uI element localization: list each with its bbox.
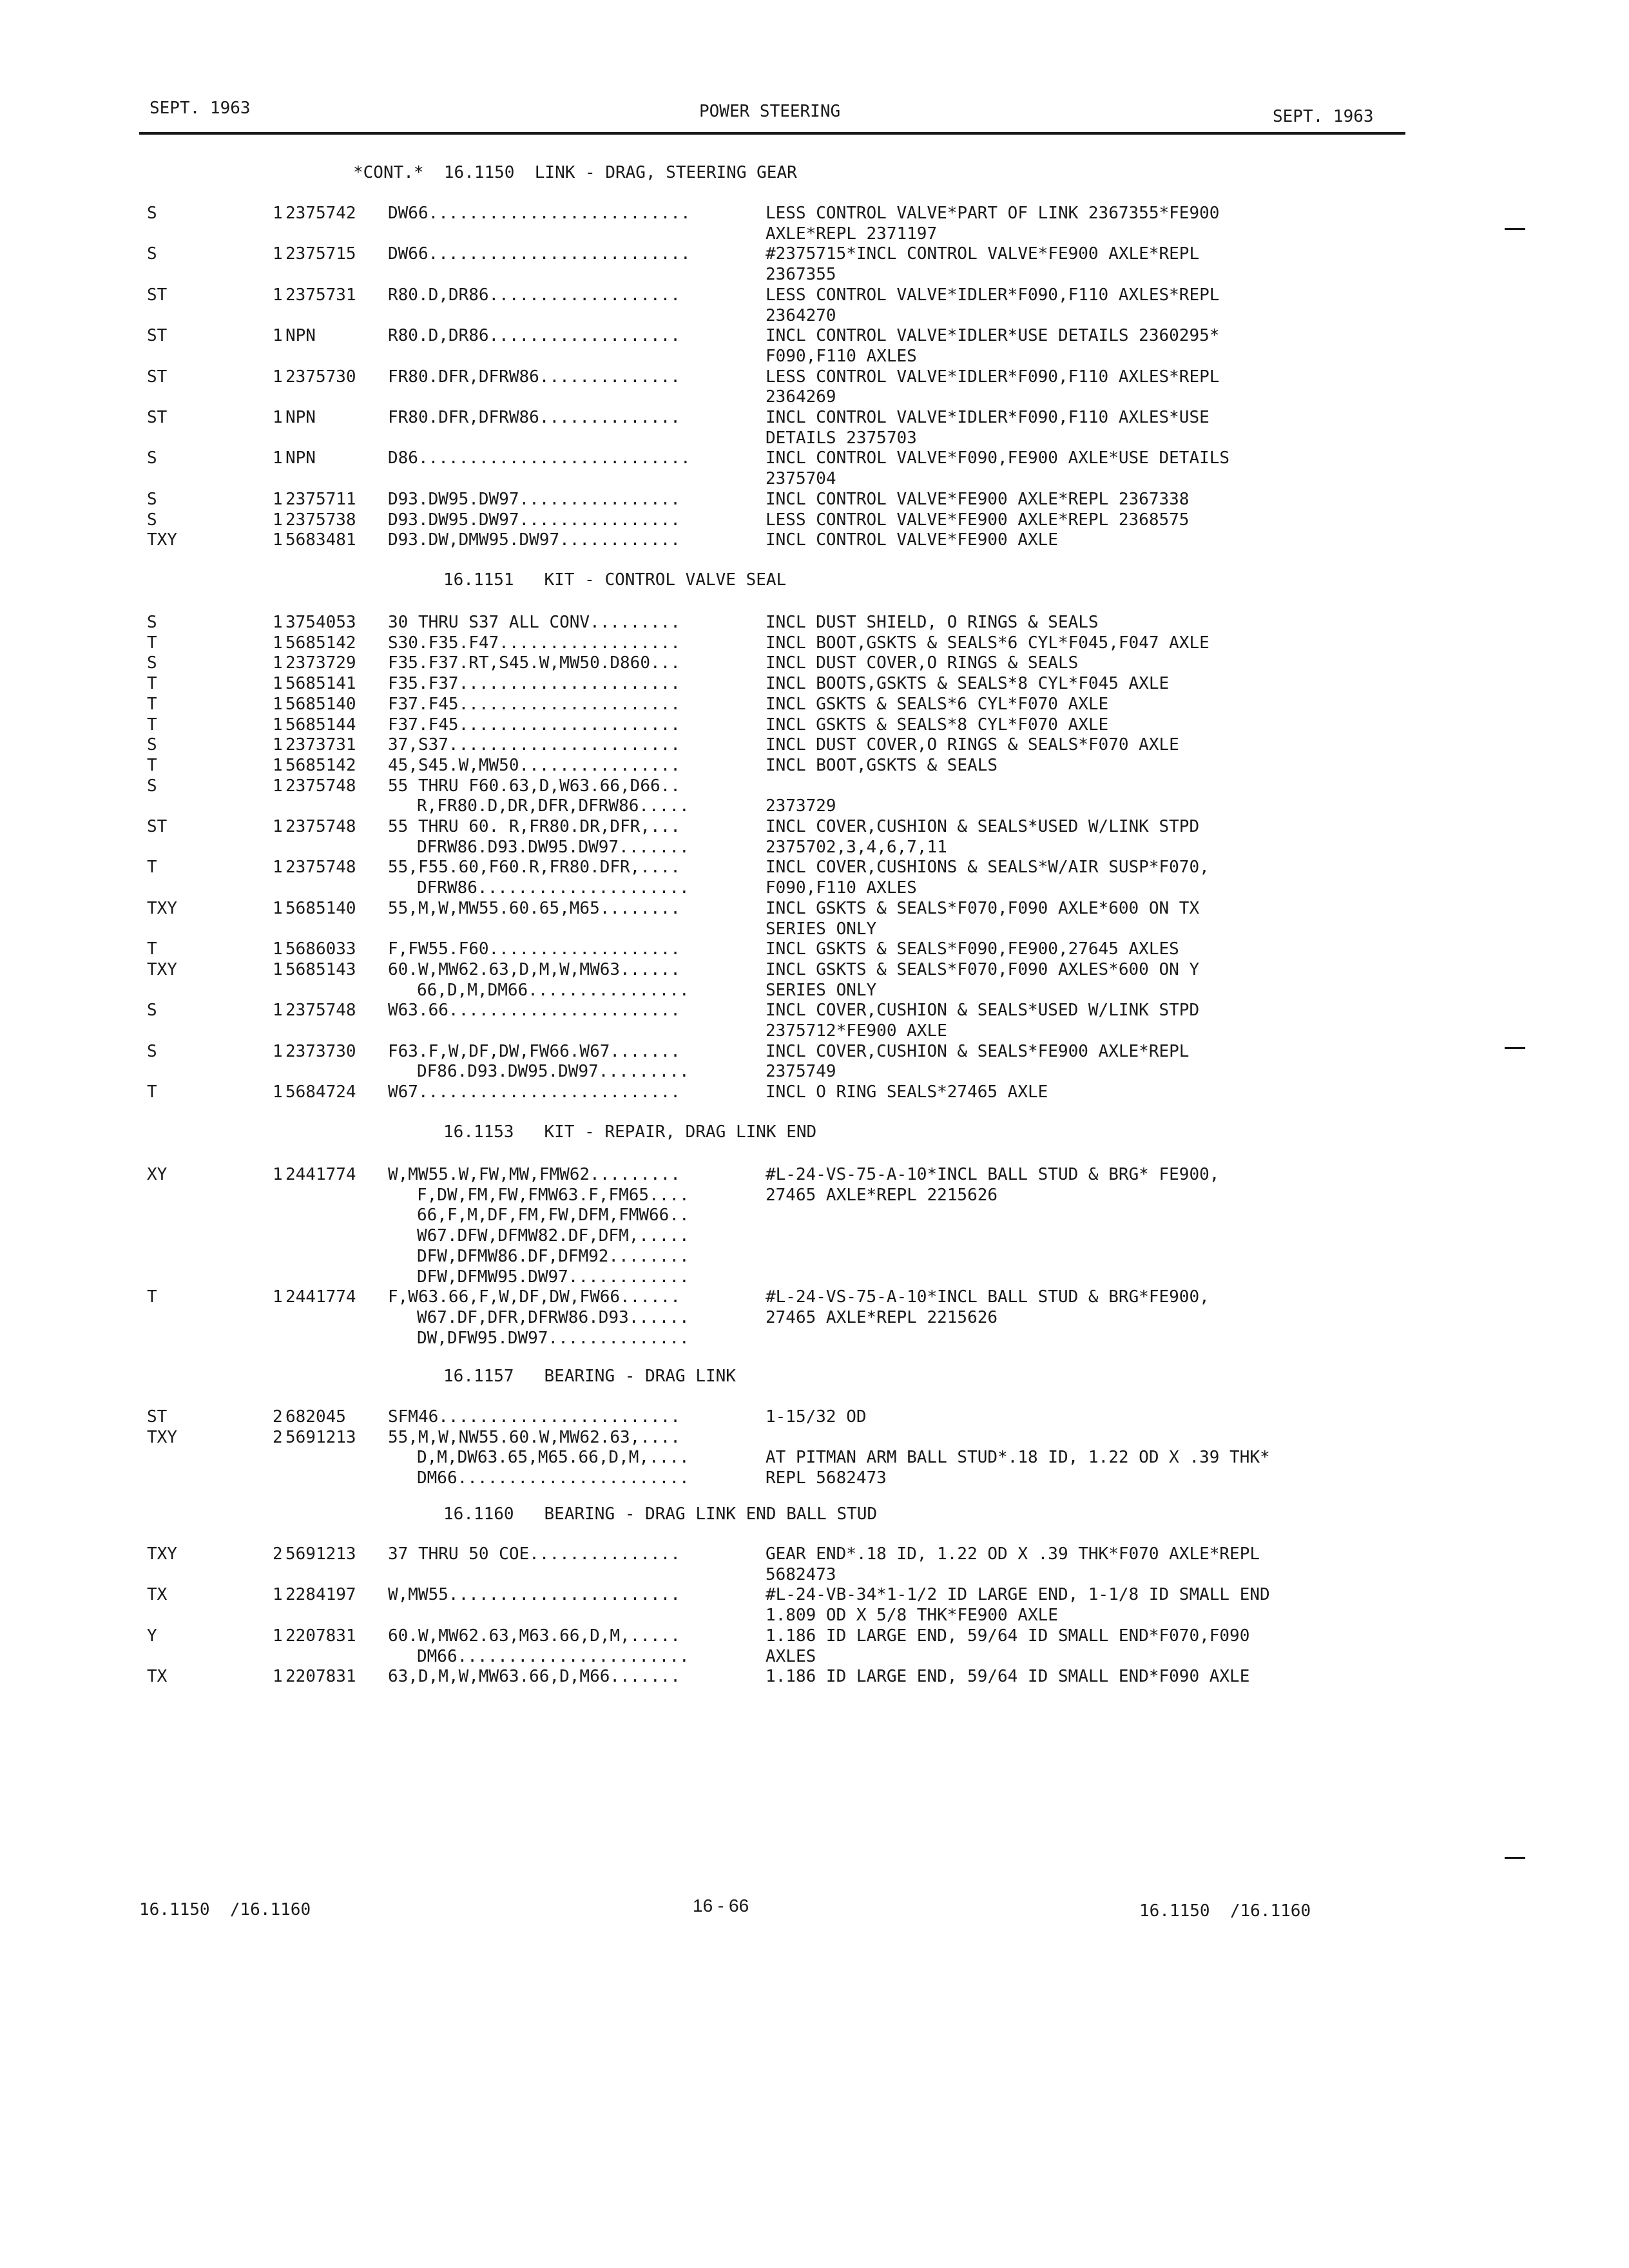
row-description: #2375715*INCL CONTROL VALVE*FE900 AXLE*REPL bbox=[766, 244, 1200, 264]
row-description: INCL CONTROL VALVE*FE900 AXLE bbox=[766, 530, 1058, 550]
row-quantity: 1 bbox=[273, 613, 283, 632]
row-quantity: 2 bbox=[273, 1544, 283, 1564]
row-model-applic: F63.F,W,DF,DW,FW66.W67....... bbox=[388, 1042, 680, 1061]
row-model-applic: 55,M,W,NW55.60.W,MW62.63,.... bbox=[388, 1428, 680, 1447]
row-model-applic: FR80.DFR,DFRW86.............. bbox=[388, 408, 680, 427]
row-model-applic: F,W63.66,F,W,DF,DW,FW66...... bbox=[388, 1287, 680, 1307]
row-description: F090,F110 AXLES bbox=[766, 878, 917, 898]
row-model-code: TXY bbox=[147, 1428, 177, 1447]
row-part-number: 5684724 bbox=[285, 1082, 356, 1102]
row-model-applic: 55,M,W,MW55.60.65,M65........ bbox=[388, 899, 680, 918]
row-model-applic: DM66....................... bbox=[417, 1468, 689, 1488]
row-quantity: 1 bbox=[273, 776, 283, 796]
row-model-applic: F,DW,FM,FW,FMW63.F,FM65.... bbox=[417, 1186, 689, 1205]
row-model-applic: D86........................... bbox=[388, 448, 691, 468]
row-description: INCL CONTROL VALVE*FE900 AXLE*REPL 2367338 bbox=[766, 490, 1190, 509]
row-part-number: 2375738 bbox=[285, 510, 356, 530]
row-part-number: 2373729 bbox=[285, 653, 356, 673]
row-part-number: 2375748 bbox=[285, 817, 356, 836]
row-part-number: 5685144 bbox=[285, 715, 356, 735]
row-part-number: 5685141 bbox=[285, 674, 356, 693]
row-description: AXLE*REPL 2371197 bbox=[766, 224, 938, 244]
row-description: INCL COVER,CUSHION & SEALS*USED W/LINK STPD bbox=[766, 1001, 1200, 1020]
row-model-code: TXY bbox=[147, 899, 177, 918]
row-model-applic: D93.DW,DMW95.DW97............ bbox=[388, 530, 680, 550]
row-model-code: S bbox=[147, 490, 157, 509]
row-model-applic: W,MW55....................... bbox=[388, 1585, 680, 1604]
row-model-applic: 37 THRU 50 COE............... bbox=[388, 1544, 680, 1564]
row-quantity: 1 bbox=[273, 1667, 283, 1686]
row-model-applic: F,FW55.F60................... bbox=[388, 939, 680, 959]
row-part-number: 2375731 bbox=[285, 285, 356, 305]
row-quantity: 2 bbox=[273, 1428, 283, 1447]
row-model-code: TXY bbox=[147, 960, 177, 979]
row-description: LESS CONTROL VALVE*IDLER*F090,F110 AXLES*REPL bbox=[766, 285, 1220, 305]
row-description: AT PITMAN ARM BALL STUD*.18 ID, 1.22 OD X .39 THK* bbox=[766, 1448, 1270, 1467]
row-quantity: 1 bbox=[273, 715, 283, 735]
row-part-number: NPN bbox=[285, 326, 316, 345]
row-model-code: ST bbox=[147, 817, 168, 836]
row-part-number: 2373730 bbox=[285, 1042, 356, 1061]
row-description: SERIES ONLY bbox=[766, 981, 877, 1000]
row-model-code: TX bbox=[147, 1667, 168, 1686]
row-model-code: ST bbox=[147, 408, 168, 427]
row-model-code: T bbox=[147, 633, 157, 653]
row-description: INCL GSKTS & SEALS*F070,F090 AXLE*600 ON TX bbox=[766, 899, 1200, 918]
row-part-number: 5685140 bbox=[285, 695, 356, 714]
row-description: INCL BOOT,GSKTS & SEALS*6 CYL*F045,F047 AXLE bbox=[766, 633, 1210, 653]
row-model-code: TXY bbox=[147, 530, 177, 550]
row-model-applic: 37,S37....................... bbox=[388, 735, 680, 754]
row-description: 5682473 bbox=[766, 1565, 836, 1584]
row-description: INCL GSKTS & SEALS*F090,FE900,27645 AXLES bbox=[766, 939, 1179, 959]
row-model-code: XY bbox=[147, 1165, 168, 1184]
margin-mark bbox=[1505, 228, 1525, 230]
row-quantity: 1 bbox=[273, 244, 283, 264]
row-description: #L-24-VS-75-A-10*INCL BALL STUD & BRG*FE900, bbox=[766, 1287, 1210, 1307]
row-model-applic: DW66.......................... bbox=[388, 204, 691, 223]
row-part-number: 5686033 bbox=[285, 939, 356, 959]
row-part-number: 5685142 bbox=[285, 633, 356, 653]
row-quantity: 1 bbox=[273, 858, 283, 877]
row-model-code: S bbox=[147, 510, 157, 530]
row-model-applic: R80.D,DR86................... bbox=[388, 326, 680, 345]
row-model-applic: F35.F37...................... bbox=[388, 674, 680, 693]
row-model-applic: 66,D,M,DM66................ bbox=[417, 981, 689, 1000]
row-model-code: T bbox=[147, 756, 157, 775]
row-model-code: ST bbox=[147, 1407, 168, 1427]
row-quantity: 1 bbox=[273, 490, 283, 509]
row-model-applic: F35.F37.RT,S45.W,MW50.D860... bbox=[388, 653, 680, 673]
row-part-number: 2375748 bbox=[285, 1001, 356, 1020]
row-part-number: 2375730 bbox=[285, 367, 356, 387]
row-model-applic: SFM46........................ bbox=[388, 1407, 680, 1427]
row-quantity: 2 bbox=[273, 1407, 283, 1427]
row-model-applic: R,FR80.D,DR,DFR,DFRW86..... bbox=[417, 796, 689, 816]
row-description: 2375749 bbox=[766, 1062, 836, 1081]
row-model-applic: W67.DFW,DFMW82.DF,DFM,..... bbox=[417, 1226, 689, 1245]
row-model-applic: 45,S45.W,MW50................ bbox=[388, 756, 680, 775]
section-heading: 16.1153 KIT - REPAIR, DRAG LINK END bbox=[443, 1122, 817, 1142]
row-model-applic: DFRW86.D93.DW95.DW97....... bbox=[417, 838, 689, 857]
row-quantity: 1 bbox=[273, 756, 283, 775]
row-model-applic: DW,DFW95.DW97.............. bbox=[417, 1329, 689, 1348]
row-part-number: 5685140 bbox=[285, 899, 356, 918]
row-model-code: T bbox=[147, 1082, 157, 1102]
row-description: DETAILS 2375703 bbox=[766, 428, 917, 448]
row-quantity: 1 bbox=[273, 960, 283, 979]
row-model-applic: DM66....................... bbox=[417, 1647, 689, 1666]
section-heading: *CONT.* 16.1150 LINK - DRAG, STEERING GEAR bbox=[353, 163, 797, 182]
row-description: INCL CONTROL VALVE*IDLER*USE DETAILS 2360295* bbox=[766, 326, 1220, 345]
row-model-code: T bbox=[147, 1287, 157, 1307]
row-part-number: 2207831 bbox=[285, 1667, 356, 1686]
row-description: INCL COVER,CUSHION & SEALS*FE900 AXLE*REPL bbox=[766, 1042, 1190, 1061]
row-description: #L-24-VS-75-A-10*INCL BALL STUD & BRG* FE900, bbox=[766, 1165, 1220, 1184]
row-description: INCL DUST SHIELD, O RINGS & SEALS bbox=[766, 613, 1099, 632]
row-description: INCL CONTROL VALVE*F090,FE900 AXLE*USE DETAILS bbox=[766, 448, 1230, 468]
row-part-number: 2375742 bbox=[285, 204, 356, 223]
row-description: INCL CONTROL VALVE*IDLER*F090,F110 AXLES*USE bbox=[766, 408, 1210, 427]
row-model-applic: D93.DW95.DW97................ bbox=[388, 510, 680, 530]
row-description: 27465 AXLE*REPL 2215626 bbox=[766, 1308, 998, 1327]
section-heading: 16.1151 KIT - CONTROL VALVE SEAL bbox=[443, 570, 787, 590]
row-model-applic: S30.F35.F47.................. bbox=[388, 633, 680, 653]
row-model-applic: DW66.......................... bbox=[388, 244, 691, 264]
row-part-number: 2207831 bbox=[285, 1626, 356, 1646]
row-description: #L-24-VB-34*1-1/2 ID LARGE END, 1-1/8 ID SMALL END bbox=[766, 1585, 1270, 1604]
row-model-applic: 55,F55.60,F60.R,FR80.DFR,.... bbox=[388, 858, 680, 877]
row-description: INCL GSKTS & SEALS*6 CYL*F070 AXLE bbox=[766, 695, 1109, 714]
row-quantity: 1 bbox=[273, 367, 283, 387]
row-quantity: 1 bbox=[273, 735, 283, 754]
margin-mark bbox=[1505, 1857, 1525, 1859]
row-quantity: 1 bbox=[273, 695, 283, 714]
row-description: 2373729 bbox=[766, 796, 836, 816]
row-model-code: Y bbox=[147, 1626, 157, 1646]
row-model-code: S bbox=[147, 448, 157, 468]
row-model-applic: 60.W,MW62.63,D,M,W,MW63...... bbox=[388, 960, 680, 979]
row-model-applic: DFW,DFMW95.DW97............ bbox=[417, 1267, 689, 1287]
row-part-number: NPN bbox=[285, 448, 316, 468]
row-part-number: 2373731 bbox=[285, 735, 356, 754]
row-model-applic: D,M,DW63.65,M65.66,D,M,.... bbox=[417, 1448, 689, 1467]
row-part-number: 5683481 bbox=[285, 530, 356, 550]
row-quantity: 1 bbox=[273, 1042, 283, 1061]
row-description: INCL COVER,CUSHIONS & SEALS*W/AIR SUSP*F070, bbox=[766, 858, 1210, 877]
row-part-number: 2441774 bbox=[285, 1287, 356, 1307]
row-quantity: 1 bbox=[273, 408, 283, 427]
row-model-code: T bbox=[147, 674, 157, 693]
header-title: POWER STEERING bbox=[699, 102, 841, 121]
row-model-code: ST bbox=[147, 285, 168, 305]
row-quantity: 1 bbox=[273, 899, 283, 918]
row-quantity: 1 bbox=[273, 1287, 283, 1307]
row-model-applic: 60.W,MW62.63,M63.66,D,M,..... bbox=[388, 1626, 680, 1646]
header-rule bbox=[139, 132, 1405, 135]
row-model-code: T bbox=[147, 858, 157, 877]
row-model-code: S bbox=[147, 776, 157, 796]
row-model-code: ST bbox=[147, 326, 168, 345]
row-description: 2364269 bbox=[766, 387, 836, 407]
row-description: LESS CONTROL VALVE*FE900 AXLE*REPL 2368575 bbox=[766, 510, 1190, 530]
row-model-applic: FR80.DFR,DFRW86.............. bbox=[388, 367, 680, 387]
row-part-number: NPN bbox=[285, 408, 316, 427]
row-quantity: 1 bbox=[273, 1001, 283, 1020]
row-model-applic: 63,D,M,W,MW63.66,D,M66....... bbox=[388, 1667, 680, 1686]
margin-mark bbox=[1505, 1047, 1525, 1049]
row-quantity: 1 bbox=[273, 939, 283, 959]
row-model-applic: W63.66....................... bbox=[388, 1001, 680, 1020]
row-model-code: T bbox=[147, 939, 157, 959]
row-model-code: S bbox=[147, 653, 157, 673]
section-heading: 16.1157 BEARING - DRAG LINK bbox=[443, 1367, 736, 1386]
footer-right: 16.1150 /16.1160 bbox=[1139, 1901, 1311, 1921]
row-quantity: 1 bbox=[273, 1585, 283, 1604]
row-part-number: 5685143 bbox=[285, 960, 356, 979]
row-part-number: 2375711 bbox=[285, 490, 356, 509]
row-description: SERIES ONLY bbox=[766, 919, 877, 939]
row-description: 1.186 ID LARGE END, 59/64 ID SMALL END*F070,F090 bbox=[766, 1626, 1250, 1646]
row-model-applic: W67.DF,DFR,DFRW86.D93...... bbox=[417, 1308, 689, 1327]
row-description: INCL DUST COVER,O RINGS & SEALS*F070 AXLE bbox=[766, 735, 1179, 754]
row-description: INCL COVER,CUSHION & SEALS*USED W/LINK STPD bbox=[766, 817, 1200, 836]
row-description: AXLES bbox=[766, 1647, 816, 1666]
row-part-number: 5691213 bbox=[285, 1544, 356, 1564]
row-part-number: 682045 bbox=[285, 1407, 346, 1427]
row-model-applic: F37.F45...................... bbox=[388, 715, 680, 735]
row-model-code: S bbox=[147, 1042, 157, 1061]
row-quantity: 1 bbox=[273, 204, 283, 223]
row-part-number: 2375715 bbox=[285, 244, 356, 264]
row-model-code: S bbox=[147, 244, 157, 264]
row-description: 1-15/32 OD bbox=[766, 1407, 867, 1427]
row-description: 2375702,3,4,6,7,11 bbox=[766, 838, 947, 857]
row-model-applic: F37.F45...................... bbox=[388, 695, 680, 714]
row-quantity: 1 bbox=[273, 817, 283, 836]
row-quantity: 1 bbox=[273, 1082, 283, 1102]
row-model-code: ST bbox=[147, 367, 168, 387]
row-description: INCL O RING SEALS*27465 AXLE bbox=[766, 1082, 1048, 1102]
row-model-code: S bbox=[147, 1001, 157, 1020]
row-quantity: 1 bbox=[273, 633, 283, 653]
row-model-applic: W67.......................... bbox=[388, 1082, 680, 1102]
header-left-date: SEPT. 1963 bbox=[149, 99, 251, 118]
row-quantity: 1 bbox=[273, 653, 283, 673]
row-description: 2375704 bbox=[766, 469, 836, 488]
row-description: LESS CONTROL VALVE*PART OF LINK 2367355*FE900 bbox=[766, 204, 1220, 223]
row-description: 2367355 bbox=[766, 265, 836, 284]
row-description: INCL BOOT,GSKTS & SEALS bbox=[766, 756, 998, 775]
row-description: REPL 5682473 bbox=[766, 1468, 887, 1488]
row-quantity: 1 bbox=[273, 674, 283, 693]
row-description: INCL GSKTS & SEALS*8 CYL*F070 AXLE bbox=[766, 715, 1109, 735]
row-model-applic: R80.D,DR86................... bbox=[388, 285, 680, 305]
row-model-applic: 66,F,M,DF,FM,FW,DFM,FMW66.. bbox=[417, 1206, 689, 1225]
row-part-number: 2441774 bbox=[285, 1165, 356, 1184]
row-model-applic: W,MW55.W,FW,MW,FMW62......... bbox=[388, 1165, 680, 1184]
row-model-applic: D93.DW95.DW97................ bbox=[388, 490, 680, 509]
row-model-code: TX bbox=[147, 1585, 168, 1604]
row-description: INCL GSKTS & SEALS*F070,F090 AXLES*600 ON Y bbox=[766, 960, 1200, 979]
footer-left: 16.1150 /16.1160 bbox=[139, 1900, 311, 1919]
row-model-code: T bbox=[147, 695, 157, 714]
row-quantity: 1 bbox=[273, 510, 283, 530]
row-description: GEAR END*.18 ID, 1.22 OD X .39 THK*F070 AXLE*REPL bbox=[766, 1544, 1260, 1564]
row-part-number: 3754053 bbox=[285, 613, 356, 632]
row-quantity: 1 bbox=[273, 326, 283, 345]
row-description: LESS CONTROL VALVE*IDLER*F090,F110 AXLES*REPL bbox=[766, 367, 1220, 387]
row-model-applic: 30 THRU S37 ALL CONV......... bbox=[388, 613, 680, 632]
row-model-code: T bbox=[147, 715, 157, 735]
row-description: F090,F110 AXLES bbox=[766, 347, 917, 366]
row-model-applic: DFW,DFMW86.DF,DFM92........ bbox=[417, 1247, 689, 1266]
row-quantity: 1 bbox=[273, 448, 283, 468]
row-part-number: 5691213 bbox=[285, 1428, 356, 1447]
row-quantity: 1 bbox=[273, 1626, 283, 1646]
section-heading: 16.1160 BEARING - DRAG LINK END BALL STUD bbox=[443, 1504, 878, 1524]
row-part-number: 5685142 bbox=[285, 756, 356, 775]
row-model-code: TXY bbox=[147, 1544, 177, 1564]
row-model-code: S bbox=[147, 613, 157, 632]
page-number: 16 - 66 bbox=[693, 1896, 749, 1916]
row-part-number: 2284197 bbox=[285, 1585, 356, 1604]
row-description: 27465 AXLE*REPL 2215626 bbox=[766, 1186, 998, 1205]
row-model-code: S bbox=[147, 735, 157, 754]
row-description: 2375712*FE900 AXLE bbox=[766, 1021, 947, 1041]
row-model-applic: DF86.D93.DW95.DW97......... bbox=[417, 1062, 689, 1081]
header-right-date: SEPT. 1963 bbox=[1273, 107, 1374, 126]
row-quantity: 1 bbox=[273, 285, 283, 305]
row-description: INCL DUST COVER,O RINGS & SEALS bbox=[766, 653, 1079, 673]
row-model-applic: 55 THRU F60.63,D,W63.66,D66.. bbox=[388, 776, 680, 796]
row-model-code: S bbox=[147, 204, 157, 223]
row-description: 2364270 bbox=[766, 306, 836, 325]
row-part-number: 2375748 bbox=[285, 776, 356, 796]
row-description: 1.809 OD X 5/8 THK*FE900 AXLE bbox=[766, 1606, 1058, 1625]
row-description: INCL BOOTS,GSKTS & SEALS*8 CYL*F045 AXLE bbox=[766, 674, 1170, 693]
row-quantity: 1 bbox=[273, 530, 283, 550]
row-model-applic: DFRW86..................... bbox=[417, 878, 689, 898]
row-description: 1.186 ID LARGE END, 59/64 ID SMALL END*F090 AXLE bbox=[766, 1667, 1250, 1686]
row-quantity: 1 bbox=[273, 1165, 283, 1184]
row-model-applic: 55 THRU 60. R,FR80.DR,DFR,... bbox=[388, 817, 680, 836]
row-part-number: 2375748 bbox=[285, 858, 356, 877]
